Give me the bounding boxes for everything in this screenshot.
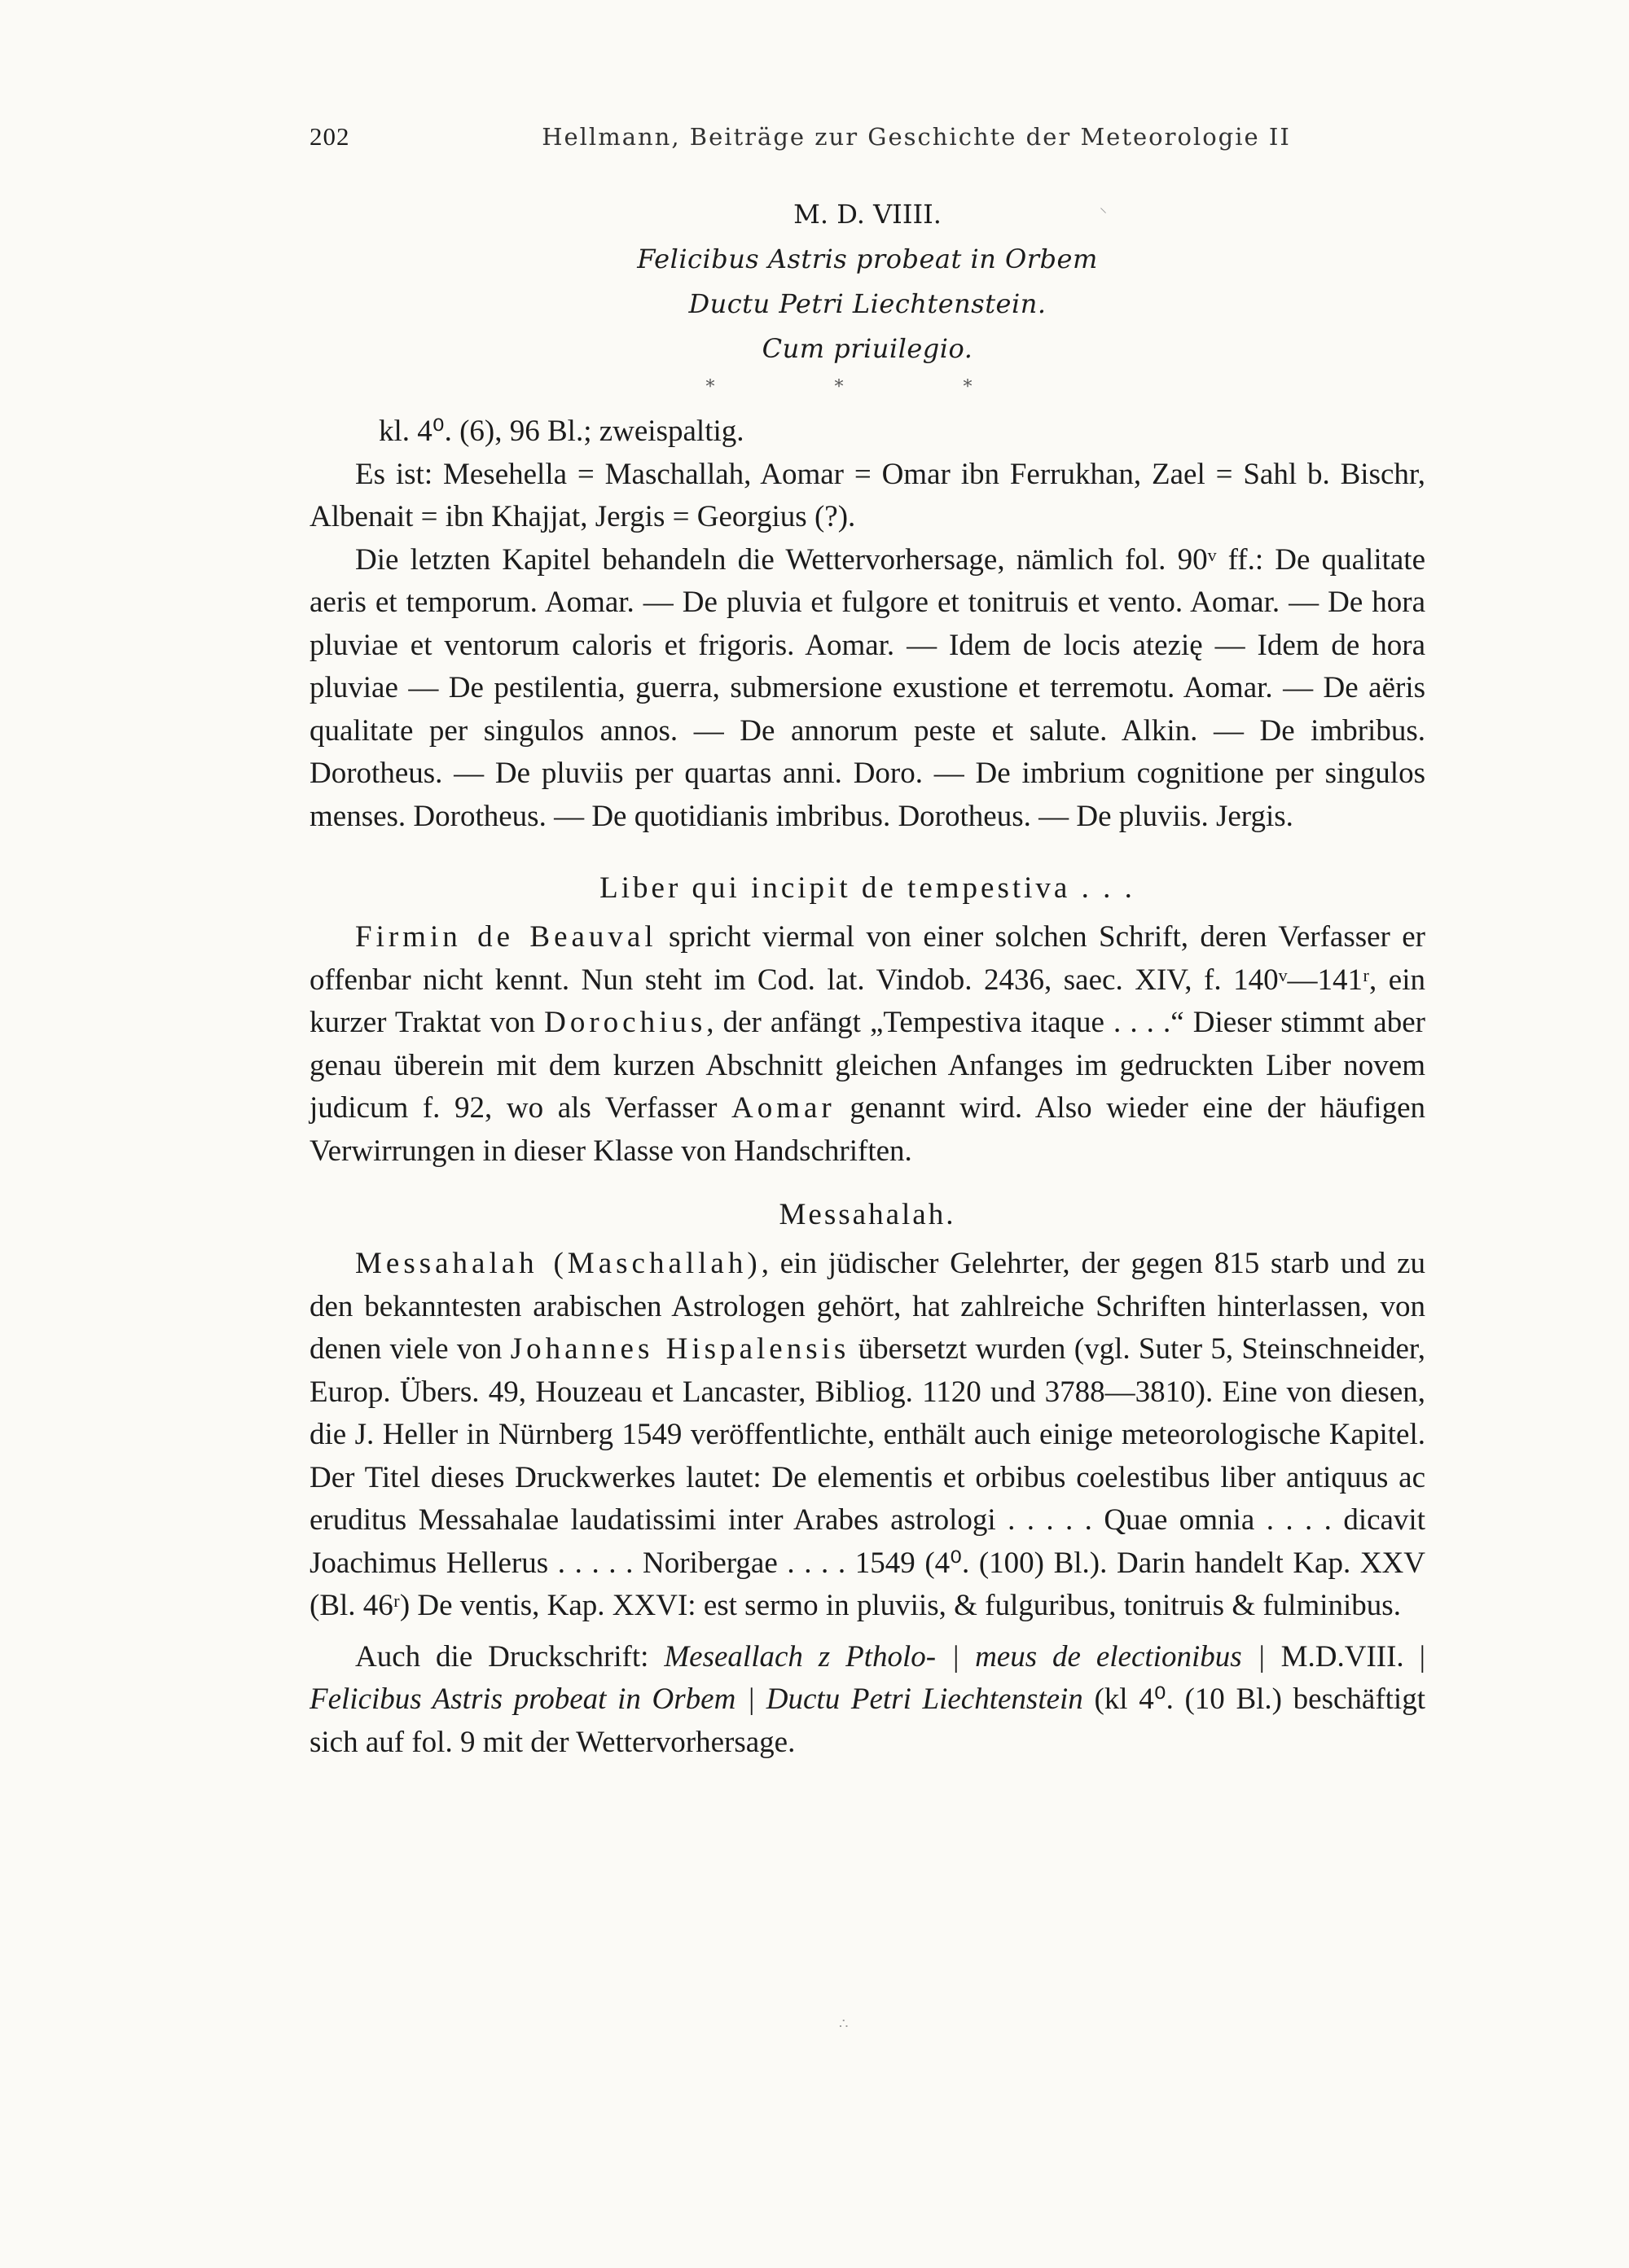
person-name: Johannes Hispalensis bbox=[510, 1332, 850, 1366]
text-run: genannt wird. Also wieder eine der häufigen Verwirrungen in dieser Klasse von Handschriften. bbox=[310, 1091, 1425, 1168]
asterism: * * * bbox=[705, 377, 1030, 397]
section-heading: Messahalah. bbox=[779, 1198, 956, 1231]
person-name: Firmin de Beauval bbox=[355, 920, 657, 954]
paragraph bbox=[310, 1636, 1425, 1765]
stray-mark: ∴ bbox=[839, 2016, 849, 2033]
stray-mark: ⸌ bbox=[1100, 205, 1107, 222]
imprint-line: M. D. VIIII. bbox=[793, 199, 942, 230]
paragraph: Es ist: Mesehella = Maschallah, Aomar = Omar ibn Ferrukhan, Zael = Sahl b. Bischr, Albenait = ibn Khajjat, Jergis = Georgius (?). bbox=[310, 457, 1425, 533]
person-name: Aomar bbox=[731, 1091, 836, 1125]
paragraph bbox=[310, 1243, 1425, 1628]
imprint-line: Cum priuilegio. bbox=[762, 333, 973, 364]
page-number: 202 bbox=[310, 122, 350, 151]
page bbox=[310, 122, 1425, 2207]
text-run: , der anfängt „Tempestiva itaque . . . .“ Dieser stimmt aber genau überein mit dem kurzen Abschnitt gleichen Anfanges im gedruckten Liber novem judicum f. 92, wo als Verfasser bbox=[310, 1006, 1425, 1125]
paragraph bbox=[310, 916, 1425, 1173]
running-title: Hellmann, Beiträge zur Geschichte der Meteorologie II bbox=[542, 123, 1291, 151]
imprint-block bbox=[310, 192, 1425, 404]
person-name: Dorochius bbox=[544, 1006, 707, 1039]
paragraph: Die letzten Kapitel behandeln die Wettervorhersage, nämlich fol. 90ᵛ ff.: De qualitate aeris et temporum. Aomar. — De pluvia et fulgore et tonitruis et vento. Aomar. — De hora pluviae et ventorum caloris et frigoris. Aomar. — Idem de locis atezię — Idem de hora pluviae — De pestilentia, guerra, submersione exustione et terremotu. Aomar. — De aëris qualitate per singulos annos. — De annorum peste et salute. Alkin. — De imbribus. Dorotheus. — De pluviis per quartas anni. Doro. — De imbrium cognitione per singulos menses. Dorotheus. — De quotidianis imbribus. Dorotheus. — De pluviis. Jergis. bbox=[310, 542, 1425, 833]
text-run: übersetzt wurden (vgl. Suter 5, Steinschneider, Europ. Übers. 49, Houzeau et Lancaster, Bibliog. 1120 und 3788—3810). Eine von diesen, die J. Heller in Nürnberg 1549 veröffentlichte, enthält auch einige meteorologische Kapitel. Der Titel dieses Druckwerkes lautet: De elementis et orbibus coelestibus liber antiquus ac eruditus Messahalae laudatissimi inter Arabes astrologi . . . . . Quae omnia . . . . dicavit Joachimus Hellerus . . . . . Noribergae . . . . 1549 (4⁰. (100) Bl.). Darin handelt Kap. XXV (Bl. 46ʳ) De ventis, Kap. XXVI: est sermo in pluviis, & fulguribus, tonitruis & fulminibus. bbox=[310, 1332, 1426, 1622]
text-run: , ein jüdischer Gelehrter, der gegen 815 starb und zu den bekanntesten arabischen Astrologen gehört, hat zahlreiche Schriften hinterlassen, von denen viele von bbox=[310, 1247, 1426, 1366]
fraktur-title: Felicibus Astris probeat in Orbem | Ductu Petri Liechtenstein bbox=[310, 1682, 1083, 1716]
format-line: kl. 4⁰. (6), 96 Bl.; zweispaltig. bbox=[379, 415, 744, 448]
text-run: M.D.VIII. | bbox=[1280, 1639, 1425, 1674]
running-head bbox=[310, 122, 1425, 163]
fraktur-title: Meseallach z Ptholo- | meus de electionibus | bbox=[664, 1639, 1281, 1674]
imprint-line: Ductu Petri Liechtenstein. bbox=[688, 288, 1047, 319]
text-run: (kl 4⁰. (10 Bl.) beschäftigt sich auf fol. 9 mit der Wettervorhersage. bbox=[310, 1682, 1425, 1759]
section-heading: Liber qui incipit de tempestiva . . . bbox=[599, 871, 1135, 905]
text-run: Auch die Druckschrift: bbox=[355, 1639, 665, 1674]
text-run: spricht viermal von einer solchen Schrift, deren Verfasser er offenbar nicht kennt. Nun steht im Cod. lat. Vindob. 2436, saec. XIV, f. 140ᵛ—141ʳ, ein kurzer Traktat von bbox=[310, 920, 1425, 1039]
imprint-line: Felicibus Astris probeat in Orbem bbox=[637, 243, 1098, 274]
person-name: Messahalah (Maschallah) bbox=[355, 1247, 762, 1280]
